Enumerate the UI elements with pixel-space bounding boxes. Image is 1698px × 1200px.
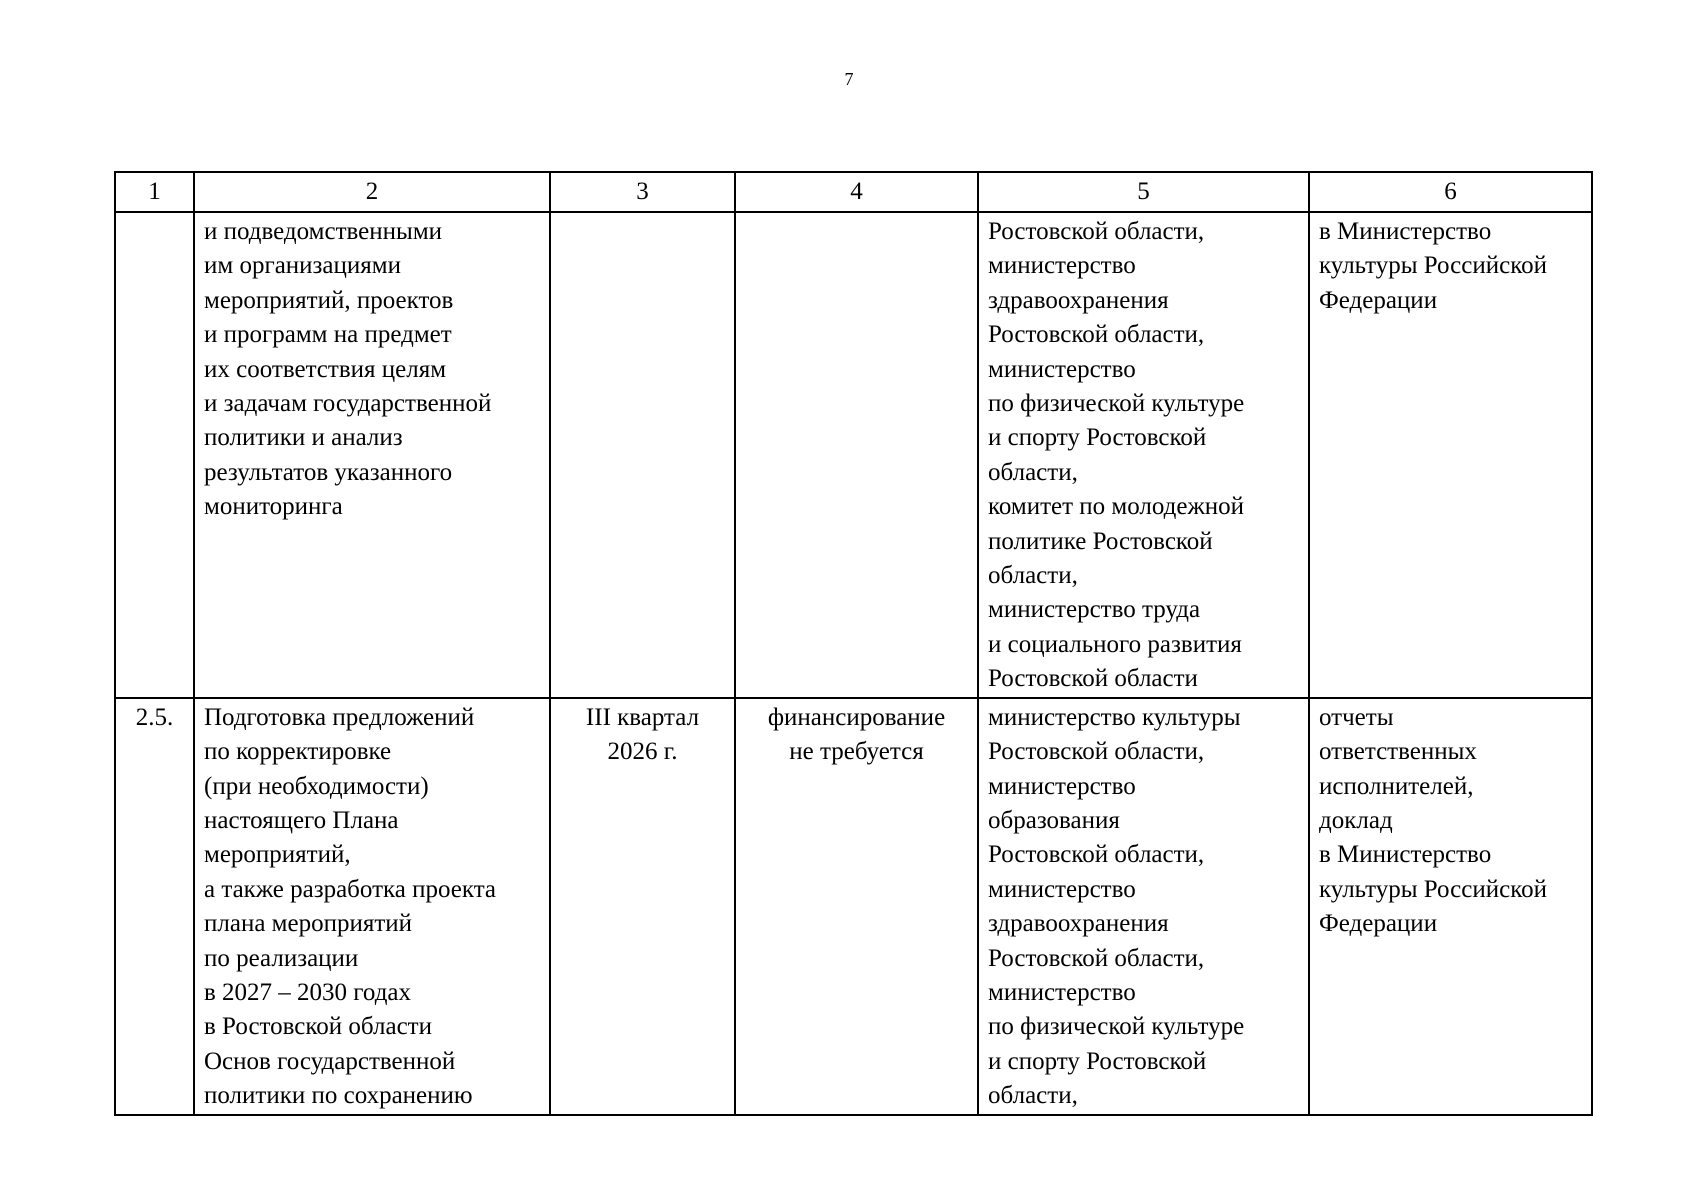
financing-cell: финансирование не требуется (735, 698, 978, 1115)
header-cell-4: 4 (735, 172, 978, 212)
header-cell-3: 3 (550, 172, 735, 212)
executors-cell: Ростовской области, министерство здравоохранения Ростовской области, министерство по физической культуре и спорту Ростовской области, комитет по молодежной политике Ростовской области, министерство труда и социального развития Ростовской области (978, 212, 1309, 698)
row-number-cell (115, 212, 194, 698)
executors-cell: министерство культуры Ростовской области, министерство образования Ростовской области, министерство здравоохранения Ростовской области, министерство по физической культуре и спорту Ростовской области, (978, 698, 1309, 1115)
activity-cell: Подготовка предложений по корректировке (при необходимости) настоящего Плана мероприятий, а также разработка проекта плана мероприятий по реализации в 2027 – 2030 годах в Ростовской области Основ государственной политики по сохранению (194, 698, 550, 1115)
header-cell-1: 1 (115, 172, 194, 212)
activity-cell: и подведомственными им организациями мероприятий, проектов и программ на предмет их соответствия целям и задачам государственной политики и анализ результатов указанного мониторинга (194, 212, 550, 698)
result-cell: в Министерство культуры Российской Федерации (1309, 212, 1592, 698)
row-number-cell: 2.5. (115, 698, 194, 1115)
plan-table (114, 171, 1593, 1116)
page-number: 7 (844, 69, 854, 89)
table-header-row (115, 172, 1592, 212)
header-cell-5: 5 (978, 172, 1309, 212)
table-row (115, 212, 1592, 698)
header-cell-2: 2 (194, 172, 550, 212)
table-row (115, 698, 1592, 1115)
deadline-cell (550, 212, 735, 698)
result-cell: отчеты ответственных исполнителей, доклад в Министерство культуры Российской Федерации (1309, 698, 1592, 1115)
header-cell-6: 6 (1309, 172, 1592, 212)
deadline-cell: III квартал 2026 г. (550, 698, 735, 1115)
financing-cell (735, 212, 978, 698)
